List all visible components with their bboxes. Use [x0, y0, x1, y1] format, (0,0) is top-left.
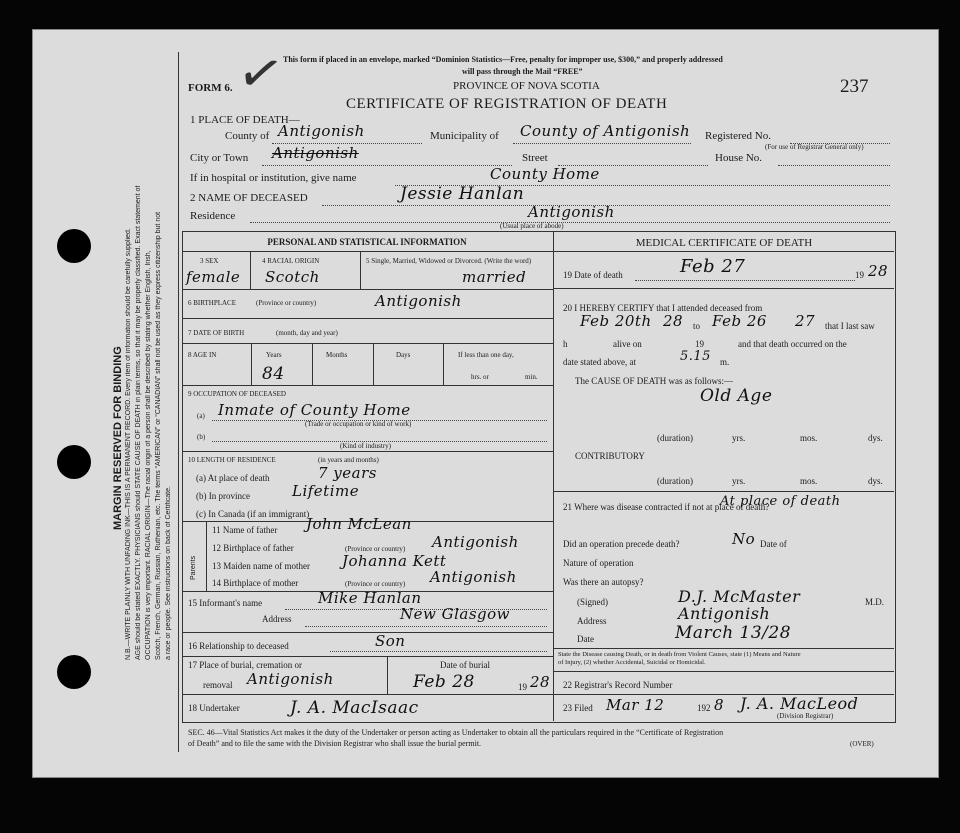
filed-label: 23 Filed — [563, 703, 593, 713]
birthplace-value: Antigonish — [375, 292, 462, 310]
sex-value: female — [186, 268, 241, 286]
attended-to-value: Feb 26 — [712, 312, 767, 330]
medical-section-title: MEDICAL CERTIFICATE OF DEATH — [635, 237, 813, 249]
race-value: Scotch — [265, 268, 320, 286]
attended-to-year: 27 — [795, 312, 816, 330]
col-line — [250, 251, 251, 289]
cause-value: Old Age — [700, 386, 773, 406]
date-of-death-line — [635, 280, 855, 281]
form-number: FORM 6. — [188, 82, 233, 94]
col-line — [373, 343, 374, 385]
death-occurred-label: and that death occurred on the — [738, 339, 847, 349]
city-value: Antigonish — [272, 144, 359, 162]
to-label: to — [693, 321, 701, 331]
registrar-record-label: 22 Registrar's Record Number — [563, 680, 673, 690]
county-value: Antigonish — [278, 122, 365, 140]
municipality-value: County of Antigonish — [520, 122, 691, 140]
parents-divider — [206, 521, 207, 591]
relationship-line — [330, 651, 547, 652]
row-line — [182, 632, 553, 633]
date-of-death-value: Feb 27 — [680, 256, 746, 277]
residence-label: Residence — [190, 210, 236, 222]
contributory-label: CONTRIBUTORY — [575, 451, 645, 461]
sec-46-note-2: of Death” and to file the same with the Division Registrar who shall issue the burial permit. — [188, 739, 482, 748]
row-line — [553, 251, 894, 252]
place-of-death-label: 1 PLACE OF DEATH— — [190, 114, 300, 126]
in-canada-label: (c) In Canada (if an immigrant) — [196, 509, 310, 519]
registered-no-label: Registered No. — [705, 130, 771, 142]
margin-note-2: AGE should be stated EXACTLY. PHYSICIANS should STATE CAUSE OF DEATH in plain terms, so that it may be properly classified. Exact statement of — [135, 185, 142, 660]
house-no-label: House No. — [715, 152, 763, 164]
mother-birthplace-label: 14 Birthplace of mother — [212, 578, 299, 588]
deceased-name-value: Jessie Hanlan — [400, 184, 525, 204]
envelope-note-1: This form if placed in an envelope, marked “Dominion Statistics—Free, penalty for improper use, $300,” and properly addressed — [283, 55, 723, 64]
undertaker-value: J. A. MacIsaac — [290, 698, 419, 718]
row-line — [182, 656, 553, 657]
mother-name-value: Johanna Kett — [342, 552, 447, 570]
relationship-label: 16 Relationship to deceased — [188, 641, 289, 651]
division-registrar-note: (Division Registrar) — [777, 712, 834, 720]
violent-causes-note-1: State the Disease causing Death, or in death from Violent Causes, state (1) Means and Nature — [558, 651, 801, 658]
occupation-a-label: (a) — [197, 412, 205, 420]
informant-name-label: 15 Informant's name — [188, 598, 263, 608]
municipality-label: Municipality of — [430, 130, 499, 142]
residence-line — [250, 222, 890, 223]
attended-from-year: 28 — [663, 312, 684, 330]
cause-duration-label: (duration) — [657, 433, 693, 443]
margin-note-4: Scotch, French, German, Russian, Ruthenian, etc. The terms “AMERICAN” or “CANADIAN” shall not be used as they express citizenship but not — [155, 211, 162, 660]
signed-label: (Signed) — [577, 597, 608, 607]
binding-hole-middle — [57, 445, 91, 479]
burial-place-value: Antigonish — [247, 670, 334, 688]
contributory-mos-label: mos. — [800, 476, 818, 486]
last-saw-label: that I last saw — [825, 321, 875, 331]
physician-address-value: Antigonish — [678, 604, 771, 623]
margin-line — [178, 52, 179, 752]
burial-year-prefix: 19 — [518, 682, 527, 692]
row-line — [553, 288, 894, 289]
row-line — [553, 648, 894, 649]
violent-causes-note-2: of Injury, (2) whether Accidental, Suicidal or Homicidal. — [558, 659, 706, 666]
row-line — [182, 289, 553, 290]
at-place-of-death-value: 7 years — [318, 464, 377, 482]
time-suffix: m. — [720, 357, 730, 367]
row-line — [182, 251, 553, 252]
father-birthplace-note: (Province or country) — [345, 545, 406, 553]
date-of-death-label: 19 Date of death — [563, 270, 623, 280]
checkmark-icon: ✓ — [231, 37, 290, 110]
county-label: County of — [225, 130, 270, 142]
cause-mos-label: mos. — [800, 433, 818, 443]
row-line — [553, 491, 894, 492]
date-of-label: Date of — [760, 539, 787, 549]
marital-label: 5 Single, Married, Widowed or Divorced. (Write the word) — [366, 257, 532, 265]
col-line — [312, 343, 313, 385]
sec-46-note-1: SEC. 46—Vital Statistics Act makes it the duty of the Undertaker or person acting as Undertaker to obtain all the particulars required in the “Certificate of Registration — [188, 728, 724, 737]
certificate-number: 237 — [840, 76, 869, 97]
age-months-label: Months — [326, 351, 348, 359]
less-than-day-label: If less than one day, — [458, 351, 514, 359]
signed-value: D.J. McMaster — [678, 587, 801, 606]
col-line — [360, 251, 361, 289]
occupation-a-note: (Trade or occupation or kind of work) — [305, 420, 412, 428]
cause-label: The CAUSE OF DEATH was as follows:— — [575, 376, 733, 386]
father-name-label: 11 Name of father — [212, 525, 278, 535]
filed-date-value: Mar 12 — [606, 696, 665, 714]
residence-value: Antigonish — [528, 203, 615, 221]
col-line — [387, 656, 388, 694]
hospital-value: County Home — [490, 165, 600, 183]
municipality-line — [513, 143, 691, 144]
binding-hole-top — [57, 229, 91, 263]
burial-date-value: Feb 28 — [413, 672, 475, 692]
alive-19-label: 19 — [695, 339, 704, 349]
row-line — [182, 451, 553, 452]
time-value: 5.15 — [680, 349, 711, 364]
birthplace-label: 6 BIRTHPLACE — [188, 299, 236, 307]
informant-address-line — [305, 626, 547, 627]
house-no-line — [778, 165, 890, 166]
margin-note-5: a race or people. See instructions on back of Certificate. — [165, 486, 172, 660]
col-line — [251, 343, 252, 385]
age-years-value: 84 — [262, 364, 285, 384]
abode-note: (Usual place of abode) — [500, 222, 564, 230]
street-label: Street — [522, 152, 548, 164]
father-birthplace-value: Antigonish — [432, 533, 519, 551]
dob-label: 7 DATE OF BIRTH — [188, 329, 245, 337]
burial-label-2: removal — [203, 680, 233, 690]
operation-label: Did an operation precede death? — [563, 539, 680, 549]
hrs-label: hrs. or — [471, 373, 489, 381]
binding-hole-bottom — [57, 655, 91, 689]
contributory-yrs-label: yrs. — [732, 476, 746, 486]
date-stated-label: date stated above, at — [563, 357, 636, 367]
sex-label: 3 SEX — [200, 257, 219, 265]
residence-length-label: 10 LENGTH OF RESIDENCE — [188, 456, 276, 464]
mother-birthplace-note: (Province or country) — [345, 580, 406, 588]
parents-label: Parents — [190, 555, 197, 580]
personal-section-title: PERSONAL AND STATISTICAL INFORMATION — [267, 237, 467, 247]
burial-year-value: 28 — [530, 673, 551, 691]
row-line — [182, 694, 553, 695]
autopsy-label: Was there an autopsy? — [563, 577, 644, 587]
cause-yrs-label: yrs. — [732, 433, 746, 443]
alive-on-label: alive on — [613, 339, 642, 349]
contracted-label: 21 Where was disease contracted if not at place of death? — [563, 502, 770, 512]
age-days-label: Days — [396, 351, 411, 359]
min-label: min. — [525, 373, 538, 381]
over-label: (OVER) — [850, 740, 874, 748]
occupation-value: Inmate of County Home — [218, 401, 411, 419]
occupation-b-label: (b) — [197, 433, 206, 441]
operation-value: No — [732, 530, 756, 548]
relationship-value: Son — [375, 632, 406, 650]
city-label: City or Town — [190, 152, 249, 164]
deceased-name-label: 2 NAME OF DECEASED — [190, 192, 308, 204]
contracted-value: At place of death — [720, 494, 841, 509]
province-label: PROVINCE OF NOVA SCOTIA — [453, 80, 600, 92]
age-years-label: Years — [266, 351, 282, 359]
burial-date-label: Date of burial — [440, 660, 490, 670]
death-year-prefix: 19 — [855, 270, 864, 280]
division-registrar-value: J. A. MacLeod — [740, 694, 859, 713]
row-line — [553, 671, 894, 672]
row-line — [182, 318, 553, 319]
burial-label-1: 17 Place of burial, cremation or — [188, 660, 302, 670]
dob-note: (month, day and year) — [276, 329, 338, 337]
mother-name-label: 13 Maiden name of mother — [212, 561, 310, 571]
occupation-b-note: (Kind of industry) — [340, 442, 391, 450]
contributory-dys-label: dys. — [868, 476, 883, 486]
row-line — [182, 343, 553, 344]
margin-note-3: OCCUPATION is very important. RACIAL ORIGIN—The racial origin of a person shall be described by stating whether English, Irish, — [145, 250, 152, 660]
margin-reserved-label: MARGIN RESERVED FOR BINDING — [112, 346, 124, 530]
age-label: 8 AGE IN — [188, 351, 217, 359]
contributory-duration-label: (duration) — [657, 476, 693, 486]
in-province-value: Lifetime — [292, 482, 360, 500]
birthplace-note: (Province or country) — [256, 299, 317, 307]
nature-of-operation-label: Nature of operation — [563, 558, 634, 568]
margin-note-1: N.B.—WRITE PLAINLY WITH UNFADING INK—THIS IS A PERMANENT RECORD. Every item of information should be carefully supplied. — [125, 228, 132, 660]
residence-length-note: (in years and months) — [318, 456, 379, 464]
city-line — [262, 165, 512, 166]
attended-from-value: Feb 20th — [580, 312, 652, 330]
informant-address-label: Address — [262, 614, 292, 624]
marital-value: married — [462, 268, 527, 286]
page-title: CERTIFICATE OF REGISTRATION OF DEATH — [346, 96, 668, 112]
father-name-value: John McLean — [306, 515, 412, 533]
certificate-date-label: Date — [577, 634, 594, 644]
h-label: h — [563, 339, 568, 349]
race-label: 4 RACIAL ORIGIN — [262, 257, 320, 265]
registrar-use-note: (For use of Registrar General only) — [765, 143, 864, 151]
cause-dys-label: dys. — [868, 433, 883, 443]
mother-birthplace-value: Antigonish — [430, 568, 517, 586]
occupation-label: 9 OCCUPATION OF DECEASED — [188, 390, 286, 398]
father-birthplace-label: 12 Birthplace of father — [212, 543, 294, 553]
hospital-label: If in hospital or institution, give name — [190, 172, 357, 184]
informant-address-value: New Glasgow — [400, 605, 511, 623]
certificate-date-value: March 13/28 — [675, 623, 792, 643]
filed-year-value: 8 — [714, 696, 725, 714]
in-province-label: (b) In province — [196, 491, 250, 501]
col-line — [443, 343, 444, 385]
envelope-note-2: will pass through the Mail “FREE” — [462, 67, 583, 76]
informant-name-value: Mike Hanlan — [318, 589, 422, 607]
physician-address-label: Address — [577, 616, 607, 626]
md-label: M.D. — [865, 597, 885, 607]
death-year-value: 28 — [868, 262, 889, 280]
undertaker-label: 18 Undertaker — [188, 703, 240, 713]
filed-year-prefix: 192 — [697, 703, 711, 713]
row-line — [182, 385, 553, 386]
certify-label: 20 I HEREBY CERTIFY that I attended deceased from — [563, 303, 763, 313]
at-place-of-death-label: (a) At place of death — [196, 473, 270, 483]
